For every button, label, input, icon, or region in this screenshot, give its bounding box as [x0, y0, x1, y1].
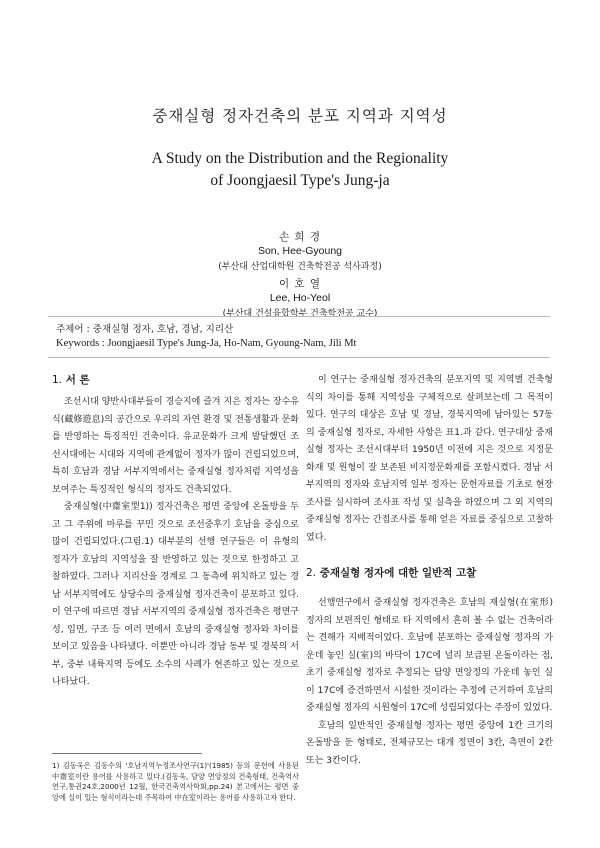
author-block-2 — [0, 276, 600, 320]
intro-continuation-paragraph: 이 연구는 중재실형 정자건축의 분포지역 및 지역별 건축형식의 차이를 통해 지역성을 구체적으로 살펴보는데 그 목적이 있다. 연구의 대상은 호남 및 경남, 경북지역에 남아있는 57동의 중재실형 정자로, 자세한 사항은 표1.과 같다. 연구대상 중재실형 정자는 조선시대부터 1950년 이전에 지은 것으로 지정문화재 및 원형이 잘 보존된 비지정문화재를 포함시켰다. 경남 서부지역의 정자와 호남지역 일부 정자는 문헌자료를 기초로 현장조사를 실시하여 조사표 작성 및 실측을 하였으며 그 외 지역의 중재실형 정자는 간접조사를 통해 얻은 자료를 중심으로 고찰하였다. — [306, 375, 553, 543]
author-affiliation: (부산대 산업대학원 건축학전공 석사과정) — [218, 262, 382, 272]
english-title — [0, 148, 600, 192]
footnote-1: 1) 김동욱은 김동수의 '호남지역누정조사연구(1)'(1985) 등의 문헌에 사용된 中齋室이란 용어를 사용하고 있다.(김동욱, 담양 면앙정의 건축형태, 건축역사연구,통권24호,2000년 12월, 한국건축역사학회,pp.24) 본고에서는 평면 중앙에 실이 있는 형식이라는데 주목하여 中在室이라는 용어를 사용하고자 한다. — [52, 761, 299, 802]
author-name-english: Son, Hee-Gyoung — [257, 245, 343, 257]
section-2-paragraph-1: 선행연구에서 중재실형 정자건축은 호남의 재실형(在室形) 정자의 보편적인 형태로 타 지역에서 흔히 볼 수 없는 건축이라는 견해가 지배적이었다. 호남에 분포하는 중재실형 정자의 가운데 놓인 실(室)의 바닥이 17C에 널리 보급된 온돌이라는 점, 초기 중재실형 정자로 추정되는 담양 면앙정의 가운데 놓인 실이 17C에 증건하면서 시설한 것이라는 추정에 근거하여 호남의 중재실형 정자의 시원형이 17C에 성립되었다는 주장이 있었다. — [306, 598, 553, 713]
keywords-english: Keywords : Joongjaesil Type's Jung-Ja, Ho-Nam, Gyoung-Nam, Jili Mt — [56, 338, 357, 349]
english-title-line-2: of Joongjaesil Type's Jung-ja — [210, 172, 390, 189]
korean-title: 중재실형 정자건축의 분포 지역과 지역성 — [152, 107, 448, 125]
author-block-1 — [0, 229, 600, 273]
section-1-number: 1. — [52, 374, 63, 386]
section-1-title: 서 론 — [65, 374, 90, 386]
section-1-paragraph-2: 중재실형(中齋室型1)) 정자건축은 평면 중앙에 온돌방을 두고 그 주위에 마루를 꾸민 것으로 조선중후기 호남을 중심으로 많이 건립되었다.(그림.1) 대부분의 선행 연구들은 이 유형의 정자가 호남의 지역성을 잘 반영하고 있는 것으로 한정하고 고찰하였다. 그러나 지리산을 경계로 그 동측에 위치하고 있는 경남 서부지역에도 상당수의 중재실형 정자건축이 분포하고 있다. 이 연구에 따르면 경남 서부지역의 중재실형 정자건축은 평면구성, 입면, 구조 등 여러 면에서 호남의 중재실형 정자와 차이를 보이고 있음을 나타냈다. 이뿐만 아니라 경남 동부 및 경북의 서부, 중부 내륙지역 등에도 소수의 사례가 현존하고 있는 것으로 나타났다. — [52, 502, 299, 687]
section-2-paragraph-2: 호남의 일반적인 중재실형 정자는 평면 중앙에 1칸 크기의 온돌방을 둔 형태로, 전체규모는 대개 정면이 3칸, 측면이 2칸 또는 3칸이다. — [306, 720, 553, 766]
section-1-paragraph-1: 조선시대 양반사대부들이 경승지에 즐겨 지은 정자는 장수유식(藏修遊息)의 공간으로 우리의 자연 환경 및 전통생활과 문화를 반영하는 특징적인 건축이다. 유교문화가 크게 발달했던 조선시대에는 시대와 지역에 관계없이 정자가 많이 건립되었으며, 특히 호남과 경남 서부지역에서는 중재실형 정자처럼 지역성을 보여주는 특징적인 형식의 정자도 건축되었다. — [52, 397, 299, 495]
english-title-line-1: A Study on the Distribution and the Regionality — [151, 150, 449, 167]
footnote-divider — [52, 753, 202, 754]
section-2-number: 2. — [306, 567, 317, 579]
author-name-korean: 이 호 열 — [278, 278, 322, 290]
section-2-title: 중재실형 정자에 대한 일반적 고찰 — [319, 567, 477, 579]
section-1-heading — [52, 372, 299, 394]
left-column — [52, 372, 299, 692]
keywords-korean: 주제어 : 중재실형 정자, 호남, 경남, 지리산 — [56, 324, 234, 335]
right-column — [306, 372, 553, 770]
author-affiliation: (부산대 건설융합학부 건축학전공 교수) — [222, 309, 378, 319]
author-name-korean: 손 희 경 — [278, 231, 322, 243]
keywords-box — [48, 316, 550, 358]
section-2-heading — [306, 565, 553, 587]
author-name-english: Lee, Ho-Yeol — [269, 292, 331, 304]
